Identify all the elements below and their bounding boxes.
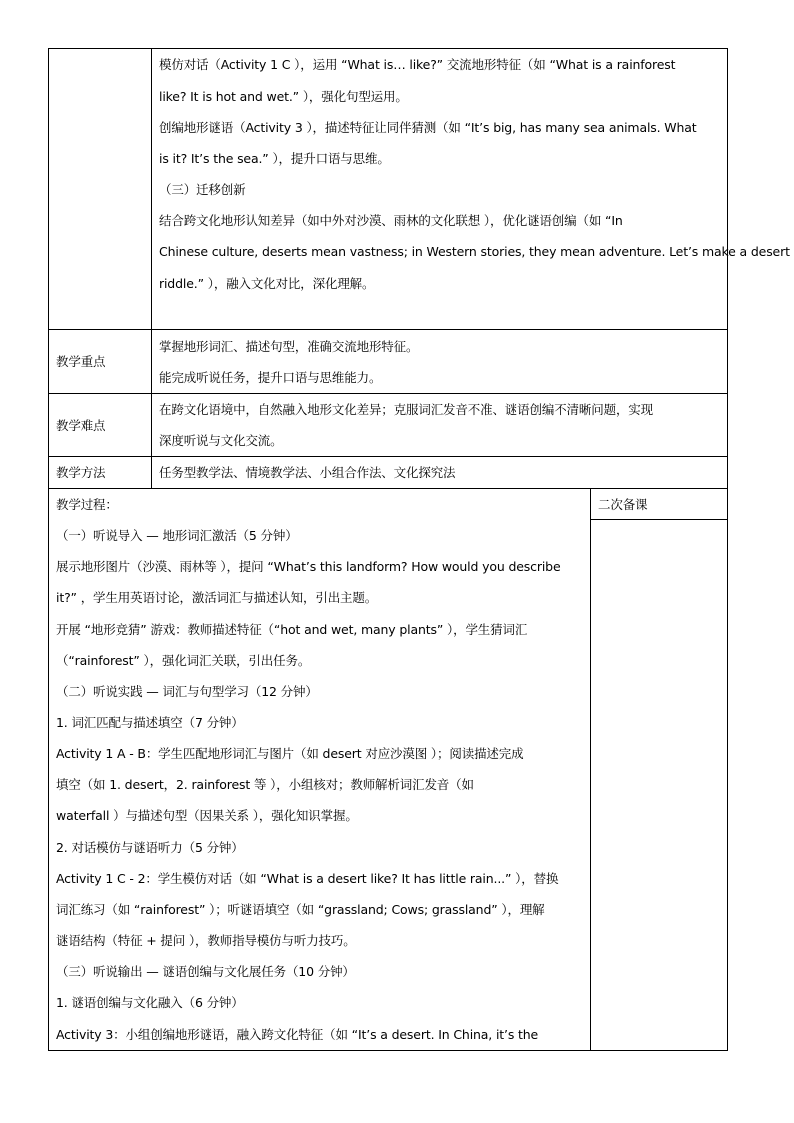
table-right-border	[727, 48, 728, 1051]
methods-text: 任务型教学法、情境教学法、小组合作法、文化探究法	[159, 465, 456, 480]
process-line: waterfall ）与描述句型（因果关系 ），强化知识掌握。	[56, 808, 358, 823]
key-points-text: 掌握地形词汇、描述句型，准确交流地形特征。	[159, 339, 419, 354]
process-heading: （二）听说实践 — 词汇与句型学习（12 分钟）	[56, 684, 318, 699]
process-line: 谜语结构（特征 + 提问 ），教师指导模仿与听力技巧。	[56, 933, 356, 948]
side-header-divider	[590, 519, 728, 520]
activity-cell-line: riddle.” ），融入文化对比，深化理解。	[159, 276, 375, 291]
key-points-text: 能完成听说任务，提升口语与思维能力。	[159, 370, 382, 385]
process-subheading: 1. 词汇匹配与描述填空（7 分钟）	[56, 715, 244, 730]
row-divider	[48, 488, 728, 489]
activity-cell-heading: （三）迁移创新	[159, 182, 246, 197]
side-column-divider	[590, 488, 591, 1051]
process-line: Activity 3：小组创编地形谜语，融入跨文化特征（如 “It’s a desert. In China, it’s the	[56, 1027, 539, 1042]
activity-cell-line: Chinese culture, deserts mean vastness; in Western stories, they mean adventure. Let’s make a desert	[159, 244, 790, 259]
process-table-bottom-border	[48, 1050, 728, 1051]
table-left-border	[48, 48, 49, 1051]
row-divider	[48, 456, 728, 457]
process-line: 词汇练习（如 “rainforest” ）；听谜语填空（如 “grassland; Cows; grassland” ），理解	[56, 902, 545, 917]
process-line: 展示地形图片（沙漠、雨林等 ），提问 “What’s this landform? How would you describe	[56, 559, 561, 574]
activity-cell-line: 创编地形谜语（Activity 3 ），描述特征让同伴猜测（如 “It’s big, has many sea animals. What	[159, 120, 697, 135]
activity-cell-line: like? It is hot and wet.” ），强化句型运用。	[159, 89, 408, 104]
process-line: it?” ，学生用英语讨论，激活词汇与描述认知，引出主题。	[56, 590, 378, 605]
activity-cell-line: 结合跨文化地形认知差异（如中外对沙漠、雨林的文化联想 ），优化谜语创编（如 “In	[159, 213, 623, 228]
key-points-label: 教学重点	[56, 354, 106, 369]
process-line: 开展 “地形竞猜” 游戏：教师描述特征（“hot and wet, many plants” ），学生猜词汇	[56, 622, 528, 637]
row-divider	[48, 393, 728, 394]
process-line: Activity 1 A - B：学生匹配地形词汇与图片（如 desert 对应沙漠图 ）；阅读描述完成	[56, 746, 524, 761]
process-line: 填空（如 1. desert，2. rainforest 等 ），小组核对；教师解析词汇发音（如	[56, 777, 474, 792]
label-column-divider	[151, 48, 152, 489]
process-subheading: 2. 对话模仿与谜语听力（5 分钟）	[56, 840, 244, 855]
process-line: 教学过程：	[56, 497, 118, 512]
difficulties-text: 深度听说与文化交流。	[159, 433, 283, 448]
process-heading: （一）听说导入 — 地形词汇激活（5 分钟）	[56, 528, 298, 543]
process-line: （“rainforest” ），强化词汇关联，引出任务。	[56, 653, 311, 668]
table-top-border	[48, 48, 728, 49]
activity-cell-line: is it? It’s the sea.” ），提升口语与思维。	[159, 151, 390, 166]
process-line: Activity 1 C - 2：学生模仿对话（如 “What is a desert like? It has little rain...” ），替换	[56, 871, 559, 886]
difficulties-text: 在跨文化语境中，自然融入地形文化差异；克服词汇发音不准、谜语创编不清晰问题，实现	[159, 402, 654, 417]
difficulties-label: 教学难点	[56, 418, 106, 433]
activity-cell-line: 模仿对话（Activity 1 C ），运用 “What is… like?” 交流地形特征（如 “What is a rainforest	[159, 57, 676, 72]
process-subheading: 1. 谜语创编与文化融入（6 分钟）	[56, 995, 244, 1010]
process-heading: （三）听说输出 — 谜语创编与文化展任务（10 分钟）	[56, 964, 355, 979]
secondary-prep-header: 二次备课	[598, 497, 648, 512]
methods-label: 教学方法	[56, 465, 106, 480]
row-divider	[48, 329, 728, 330]
